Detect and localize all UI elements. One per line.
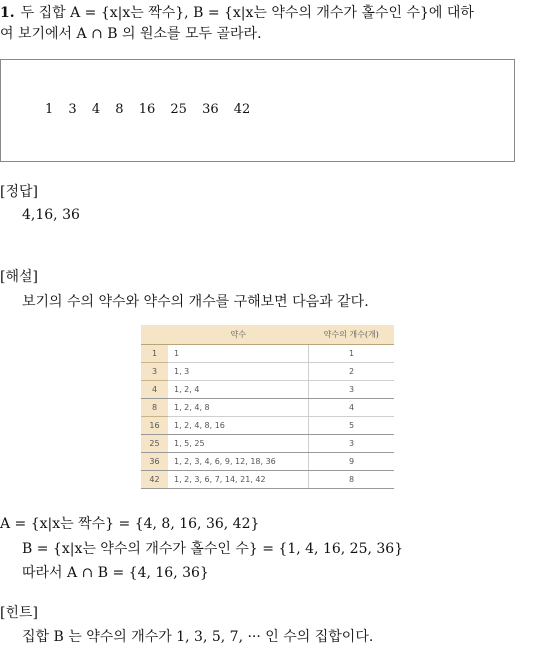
choice-item: 4: [91, 102, 101, 117]
table-cell-divisors: 1, 3: [168, 363, 309, 381]
question-number: 1.: [0, 5, 15, 21]
answer-label: [정답]: [0, 184, 38, 200]
table-row: [141, 417, 394, 435]
table-row: [141, 399, 394, 417]
table-cell-number: 16: [141, 417, 168, 435]
table-cell-divisors: 1, 2, 3, 4, 6, 9, 12, 18, 36: [168, 453, 309, 471]
table-cell-count: 9: [309, 453, 395, 471]
table-cell-count: 2: [309, 363, 395, 381]
table-header: [141, 325, 168, 345]
table-cell-number: 36: [141, 453, 168, 471]
table-row: [141, 471, 394, 489]
table-cell-number: 42: [141, 471, 168, 489]
hint-label: [힌트]: [0, 605, 38, 621]
table-row: [141, 381, 394, 399]
table-cell-count: 5: [309, 417, 395, 435]
explanation-intro: 보기의 수의 약수와 약수의 개수를 구해보면 다음과 같다.: [22, 294, 369, 310]
answer-value: 4,16, 36: [22, 207, 80, 223]
table-cell-divisors: 1, 2, 3, 6, 7, 14, 21, 42: [168, 471, 309, 489]
table-row: [141, 363, 394, 381]
explanation-label: [해설]: [0, 269, 38, 285]
table-header-row: [141, 325, 394, 345]
table-cell-divisors: 1, 5, 25: [168, 435, 309, 453]
table-cell-divisors: 1, 2, 4, 8: [168, 399, 309, 417]
table-cell-number: 4: [141, 381, 168, 399]
choice-item: 8: [115, 102, 124, 117]
choice-item: 25: [170, 102, 187, 117]
choice-item: 3: [68, 102, 77, 117]
question-text-1: 두 집합 A = {x|x는 짝수}, B = {x|x는 약수의 개수가 홀수인 수}에 대하: [20, 5, 474, 21]
table-header: 약수의 개수(개): [309, 325, 395, 345]
intersection-equation: 따라서 A ∩ B = {4, 16, 36}: [22, 565, 209, 581]
table-cell-count: 8: [309, 471, 395, 489]
set-a-equation: A = {x|x는 짝수} = {4, 8, 16, 36, 42}: [0, 516, 260, 532]
choices-box: [0, 59, 515, 162]
choice-item: 42: [233, 102, 251, 117]
table-row: [141, 435, 394, 453]
choices-list: [45, 102, 261, 117]
choice-item: 1: [45, 102, 54, 117]
table-header: 약수: [168, 325, 309, 345]
table-cell-count: 4: [309, 399, 395, 417]
table-row: [141, 453, 394, 471]
table-cell-number: 3: [141, 363, 168, 381]
set-b-equation: B = {x|x는 약수의 개수가 홀수인 수} = {1, 4, 16, 25, 36}: [22, 541, 404, 557]
hint-text: 집합 B 는 약수의 개수가 1, 3, 5, 7, ··· 인 수의 집합이다.: [22, 629, 374, 645]
table-cell-divisors: 1: [168, 345, 309, 363]
table-cell-count: 3: [309, 381, 395, 399]
table-cell-divisors: 1, 2, 4: [168, 381, 309, 399]
table-cell-count: 3: [309, 435, 395, 453]
divisor-table: [141, 325, 394, 489]
table-cell-count: 1: [309, 345, 395, 363]
table-cell-number: 25: [141, 435, 168, 453]
table-cell-divisors: 1, 2, 4, 8, 16: [168, 417, 309, 435]
table-cell-number: 1: [141, 345, 168, 363]
choice-item: 16: [138, 102, 156, 117]
question-line-2: 여 보기에서 A ∩ B 의 원소를 모두 골라라.: [0, 26, 262, 42]
choice-item: 36: [202, 102, 219, 117]
table-cell-number: 8: [141, 399, 168, 417]
question-line-1: [0, 2, 474, 22]
table-row: [141, 345, 394, 363]
